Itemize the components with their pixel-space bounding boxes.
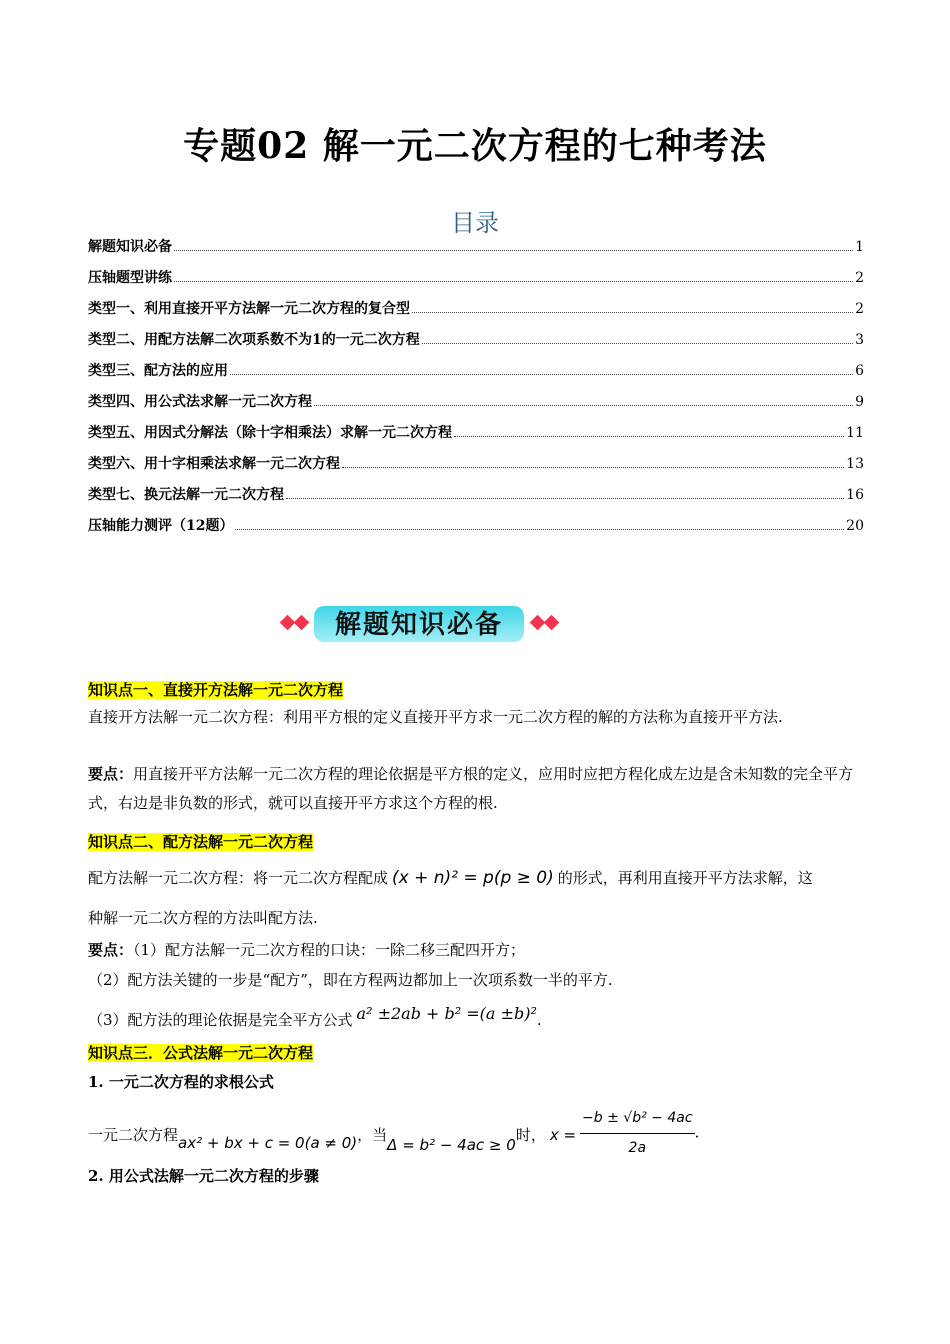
formula: ax² + bx + c = 0(a ≠ 0) xyxy=(178,1133,358,1152)
toc-item[interactable] xyxy=(88,360,864,391)
text: （3）配方法的理论依据是完全平方公式 xyxy=(88,1011,353,1029)
toc-item-page: 1 xyxy=(855,239,864,255)
section-heading xyxy=(88,676,868,705)
toc-item-label: 类型四、用公式法求解一元二次方程 xyxy=(88,394,312,410)
toc-item[interactable] xyxy=(88,329,864,360)
toc-item[interactable] xyxy=(88,236,864,267)
toc-item-label: 压轴题型讲练 xyxy=(88,270,172,286)
toc-item[interactable] xyxy=(88,515,864,546)
banner-label: 解题知识必备 xyxy=(334,610,503,640)
text: . xyxy=(536,1011,542,1029)
toc-item-label: 类型三、配方法的应用 xyxy=(88,363,228,379)
diamond-icon xyxy=(544,615,560,631)
toc-item-label: 类型六、用十字相乘法求解一元二次方程 xyxy=(88,456,340,472)
formula: (x + n)² = p(p ≥ 0) xyxy=(392,868,554,888)
toc-leader xyxy=(422,343,853,344)
toc-item[interactable] xyxy=(88,298,864,329)
section-banner xyxy=(270,600,570,646)
key-label: 要点： xyxy=(88,765,134,783)
section-heading xyxy=(88,1039,868,1068)
toc-item-page: 11 xyxy=(846,425,864,441)
fraction-numerator: −b ± √b² − 4ac xyxy=(580,1104,694,1134)
fraction-denominator: 2a xyxy=(628,1140,647,1156)
text: . xyxy=(694,1123,700,1142)
toc-item-page: 6 xyxy=(855,363,864,379)
key-point xyxy=(88,936,868,965)
toc-leader xyxy=(342,467,844,468)
toc-leader xyxy=(314,405,853,406)
toc-item-page: 9 xyxy=(855,394,864,410)
formula: Δ = b² − 4ac ≥ 0 xyxy=(387,1135,516,1154)
toc-item[interactable] xyxy=(88,267,864,298)
sub-heading: 1. 一元二次方程的求根公式 xyxy=(88,1073,274,1091)
toc-item-page: 16 xyxy=(846,487,864,503)
text: 一元二次方程 xyxy=(88,1125,179,1144)
text: 配方法解一元二次方程：将一元二次方程配成 xyxy=(88,869,389,887)
paragraph xyxy=(88,1005,868,1035)
key-label: 要点： xyxy=(88,941,134,959)
toc-item[interactable] xyxy=(88,453,864,484)
toc-item-label: 类型七、换元法解一元二次方程 xyxy=(88,487,284,503)
toc-leader xyxy=(286,498,844,499)
toc-item-label: 类型一、利用直接开平方法解一元二次方程的复合型 xyxy=(88,301,410,317)
text: 的形式，再利用直接开平方法求解，这 xyxy=(557,869,813,887)
toc-leader xyxy=(230,374,853,375)
toc-item-page: 2 xyxy=(855,270,864,286)
toc-item[interactable] xyxy=(88,484,864,515)
toc-item-label: 类型二、用配方法解二次项系数不为1的一元二次方程 xyxy=(88,332,420,348)
highlight-heading: 知识点三．公式法解一元二次方程 xyxy=(88,1044,314,1062)
section-heading xyxy=(88,828,868,857)
table-of-contents xyxy=(88,236,864,546)
paragraph: 种解一元二次方程的方法叫配方法. xyxy=(88,909,318,927)
key-text: 用直接开平方法解一元二次方程的理论依据是平方根的定义，应用时应把方程化成左边是含未知数的完全平方式，右边是非负数的形式，就可以直接开平方求这个方程的根. xyxy=(88,765,854,812)
toc-item[interactable] xyxy=(88,422,864,453)
toc-item[interactable] xyxy=(88,391,864,422)
toc-item-label: 类型五、用因式分解法（除十字相乘法）求解一元二次方程 xyxy=(88,425,452,441)
sub-heading: 2. 用公式法解一元二次方程的步骤 xyxy=(88,1167,319,1185)
paragraph xyxy=(88,864,868,893)
toc-leader xyxy=(454,436,844,437)
toc-item-page: 3 xyxy=(855,332,864,348)
key-text: （1）配方法解一元二次方程的口诀：一除二移三配四开方； xyxy=(133,941,526,959)
diamond-icon xyxy=(294,615,310,631)
formula: x = xyxy=(549,1125,577,1144)
paragraph: （2）配方法关键的一步是“配方”，即在方程两边都加上一次项系数一半的平方. xyxy=(88,971,613,989)
toc-heading: 目录 xyxy=(451,209,499,237)
toc-leader xyxy=(174,281,853,282)
formula-paragraph xyxy=(88,1104,868,1154)
toc-item-page: 20 xyxy=(846,518,864,534)
page-title: 专题02 解一元二次方程的七种考法 xyxy=(183,125,767,167)
toc-leader xyxy=(235,529,844,530)
paragraph: 直接开方法解一元二次方程：利用平方根的定义直接开平方求一元二次方程的解的方法称为直接开平方法. xyxy=(88,708,783,726)
highlight-heading: 知识点一、直接开方法解一元二次方程 xyxy=(88,681,344,699)
key-point xyxy=(88,760,868,818)
toc-leader xyxy=(412,312,853,313)
toc-item-page: 13 xyxy=(846,456,864,472)
toc-item-page: 2 xyxy=(855,301,864,317)
text: ，当 xyxy=(357,1125,388,1144)
formula: a² ±2ab + b² =(a ±b)² xyxy=(356,1004,537,1023)
toc-item-label: 解题知识必备 xyxy=(88,239,172,255)
highlight-heading: 知识点二、配方法解一元二次方程 xyxy=(88,833,314,851)
quadratic-formula xyxy=(580,1104,694,1163)
text: 时， xyxy=(515,1125,546,1144)
toc-item-label: 压轴能力测评（12题） xyxy=(88,518,234,534)
toc-leader xyxy=(174,250,853,251)
